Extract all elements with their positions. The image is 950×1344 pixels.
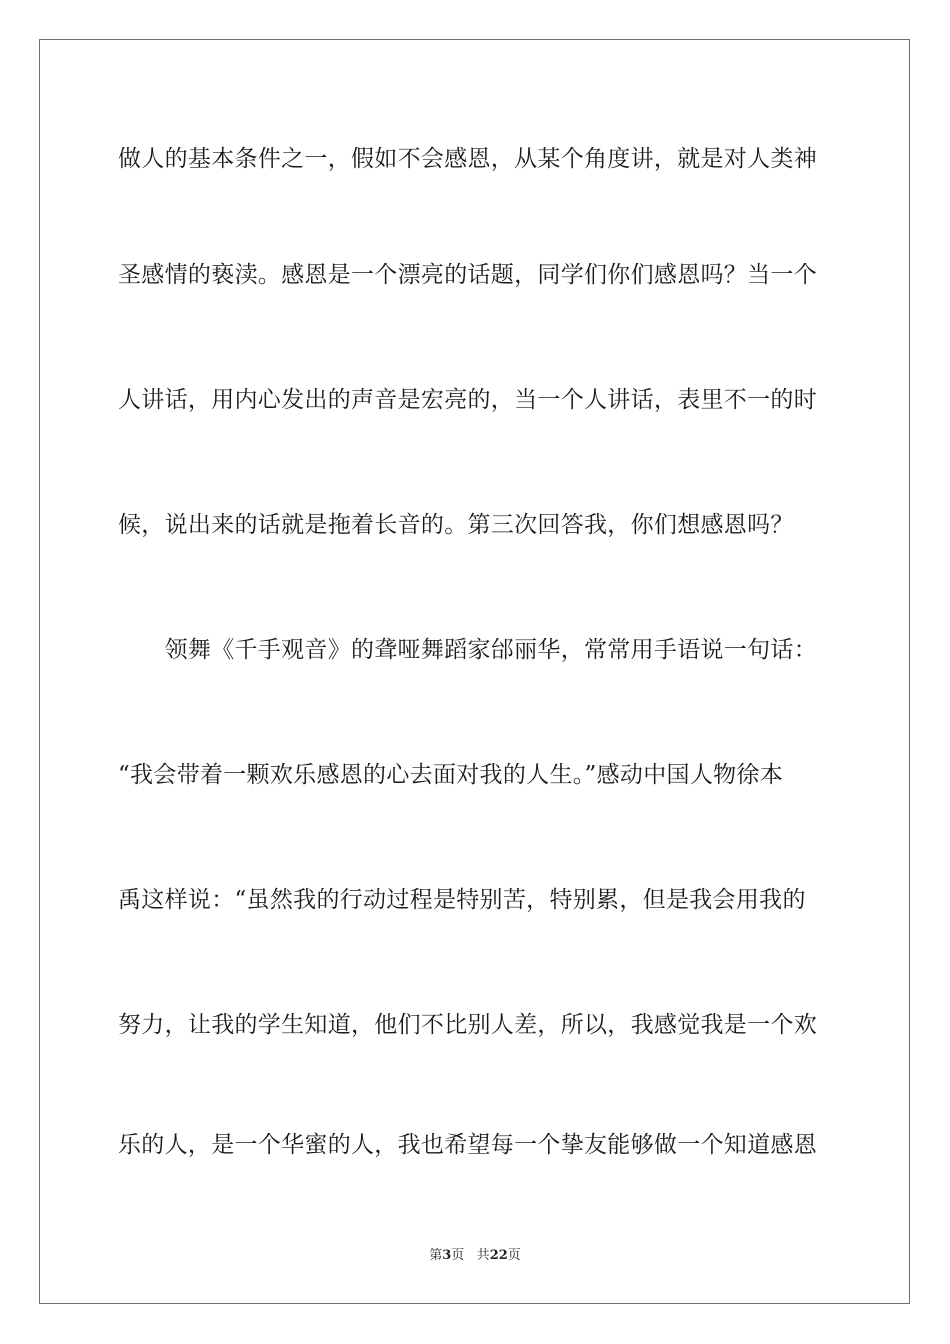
total-prefix: 共 <box>476 1248 490 1263</box>
body-text-line-6: “我会带着一颗欢乐感恩的心去面对我的人生。”感动中国人物徐本 <box>118 762 784 788</box>
page-border <box>39 39 910 1304</box>
page-number: 3 <box>442 1248 452 1263</box>
total-pages: 22 <box>489 1248 508 1263</box>
body-text-line-9: 乐的人，是一个华蜜的人，我也希望每一个挚友能够做一个知道感恩 <box>118 1132 817 1158</box>
body-text-line-7: 禹这样说：“虽然我的行动过程是特别苦，特别累，但是我会用我的 <box>118 887 806 913</box>
body-text-line-8: 努力，让我的学生知道，他们不比别人差，所以，我感觉我是一个欢 <box>118 1012 817 1038</box>
page-prefix: 第 <box>429 1248 443 1263</box>
body-text-line-3: 人讲话，用内心发出的声音是宏亮的，当一个人讲话，表里不一的时 <box>118 387 817 413</box>
total-suffix: 页 <box>507 1248 521 1263</box>
body-text-line-1: 做人的基本条件之一，假如不会感恩，从某个角度讲，就是对人类神 <box>118 146 817 172</box>
body-text-line-5: 领舞《千手观音》的聋哑舞蹈家邰丽华，常常用手语说一句话： <box>118 637 817 663</box>
body-text-line-4: 候，说出来的话就是拖着长音的。第三次回答我，你们想感恩吗？ <box>118 512 794 538</box>
page-suffix: 页 <box>451 1248 465 1263</box>
page-footer <box>0 1247 950 1265</box>
body-text-line-2: 圣感情的亵渎。感恩是一个漂亮的话题，同学们你们感恩吗？当一个 <box>118 262 817 288</box>
